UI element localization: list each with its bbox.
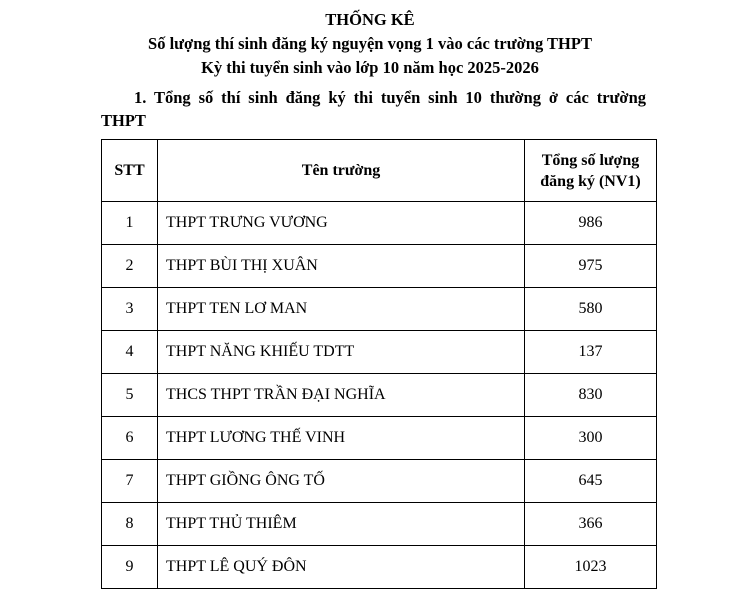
table-row (102, 331, 657, 374)
row-registration-count: 830 (525, 374, 657, 417)
row-school-name: THPT GIỒNG ÔNG TỐ (158, 460, 525, 503)
document-subtitle: Số lượng thí sinh đăng ký nguyện vọng 1 vào các trường THPT (148, 34, 592, 53)
row-registration-count: 366 (525, 503, 657, 546)
header-stt: STT (102, 140, 158, 202)
row-school-name: THPT BÙI THỊ XUÂN (158, 245, 525, 288)
row-registration-count: 137 (525, 331, 657, 374)
row-stt: 5 (102, 374, 158, 417)
table-row (102, 288, 657, 331)
row-registration-count: 300 (525, 417, 657, 460)
table-row (102, 546, 657, 589)
table-header-row (102, 140, 657, 202)
exam-title: Kỳ thi tuyển sinh vào lớp 10 năm học 2025-2026 (201, 58, 539, 77)
row-registration-count: 1023 (525, 546, 657, 589)
row-stt: 2 (102, 245, 158, 288)
header-registration-count (525, 140, 657, 202)
section-heading-line-1: 1. Tổng số thí sinh đăng ký thi tuyển sinh 10 thường ở các trường (134, 88, 646, 107)
row-stt: 4 (102, 331, 158, 374)
header-school-name: Tên trường (158, 140, 525, 202)
header-count-line-1: Tổng số lượng (541, 151, 640, 169)
row-school-name: THPT THỦ THIÊM (158, 503, 525, 546)
table-body (102, 202, 657, 589)
table-row (102, 374, 657, 417)
row-school-name: THPT NĂNG KHIẾU TDTT (158, 331, 525, 374)
row-stt: 1 (102, 202, 158, 245)
row-registration-count: 645 (525, 460, 657, 503)
table-row (102, 460, 657, 503)
row-school-name: THPT TEN LƠ MAN (158, 288, 525, 331)
row-registration-count: 986 (525, 202, 657, 245)
row-stt: 8 (102, 503, 158, 546)
row-school-name: THPT LƯƠNG THẾ VINH (158, 417, 525, 460)
row-school-name: THPT LÊ QUÝ ĐÔN (158, 546, 525, 589)
row-stt: 9 (102, 546, 158, 589)
row-stt: 7 (102, 460, 158, 503)
row-registration-count: 580 (525, 288, 657, 331)
row-registration-count: 975 (525, 245, 657, 288)
row-stt: 6 (102, 417, 158, 460)
table-row (102, 503, 657, 546)
row-school-name: THCS THPT TRẦN ĐẠI NGHĨA (158, 374, 525, 417)
header-count-line-2: đăng ký (NV1) (540, 172, 641, 190)
registration-table (101, 139, 657, 589)
row-stt: 3 (102, 288, 158, 331)
table-row (102, 202, 657, 245)
table-row (102, 417, 657, 460)
section-heading-line-2: THPT (101, 111, 146, 130)
row-school-name: THPT TRƯNG VƯƠNG (158, 202, 525, 245)
document-title: THỐNG KÊ (325, 10, 415, 29)
table-row (102, 245, 657, 288)
